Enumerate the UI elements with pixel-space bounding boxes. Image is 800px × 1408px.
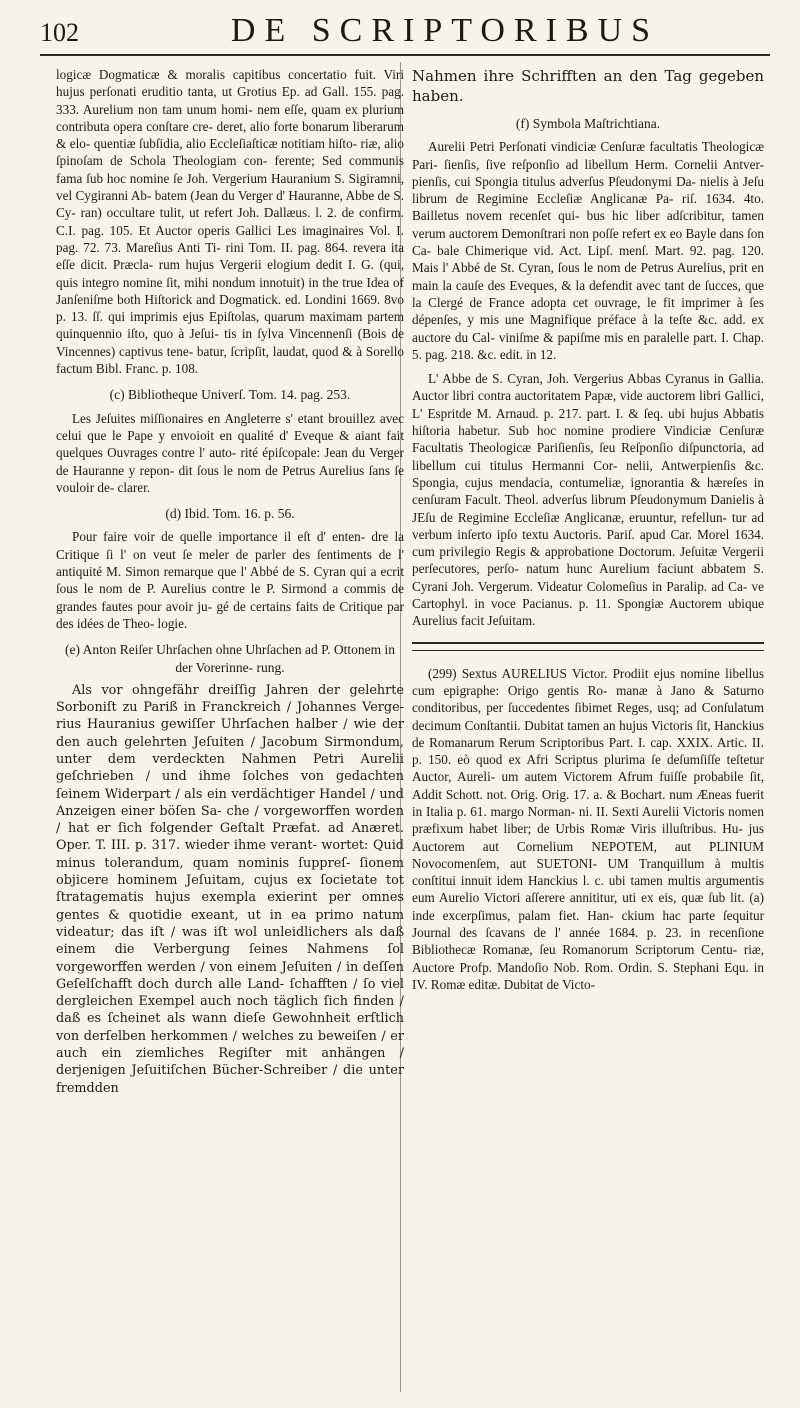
left-column: [56, 66, 404, 1104]
entry-paragraph: (299) Sextus AURELIUS Victor. Prodiit ejus nomine libellus cum epigraphe: Origo gentis Ro- manæ à Jano & Saturno conditoribus, per ſuccedentes ſibimet Reges, usq; ad Conſulatum decimum Conſtantii. Dubitat tamen an hujus Victoris ſit, Hanckius de Romanarum Rerum Scriptoribus Part. I. cap. XXIX. Artic. II. p. 150. eò quod ex Afri Scriptus plurima ſe deſumſiſſe teſtetur Auctor, Aureli- um autem Victorem Afrum fuiſſe probabile ſit, Addit Schott. not. Orig. Orig. 17. a. & Bochart. num Æneas fuerit in Italia p. 61. margo Norman- ni. II. Sexti Aurelii Victoris nomen præfixum habet liber; de Urbis Romæ Viris illuſtribus. Hu- jus Auctorem aut Cornelium NEPOTEM, aut PLINIUM Novocomenſem, aut SUETONI- UM Tranquillum à multis conſtitui innuit idem Hanckius l. c. ubi tamen multis argumentis eum Aurelio Victori aſſerere annititur, uti ex eis, quæ ſub lit. (a) inde excerpſimus, palam fiet. Han- ckium hac parte ſequitur Journal des ſcavans de l' année 1684. p. 23. in recenſione Bibliothecæ Romanæ, ſeu Romanorum Scriptorum Centu- riæ, Auctore Profp. Mandoſio Nob. Rom. Ordin. S. Stephani Equ. in IV. Romæ editæ. Dubitat de Victo-: [412, 665, 764, 992]
page-number: 102: [40, 18, 79, 47]
running-title: DE SCRIPTORIBUS: [230, 12, 660, 49]
footnote-heading: (d) Ibid. Tom. 16. p. 56.: [165, 506, 295, 522]
footnote-heading: (c) Bibliotheque Univerſ. Tom. 14. pag. 253.: [109, 387, 351, 403]
body-paragraph: logicæ Dogmaticæ & moralis capitibus concertatio fuit. Viri hujus perſonati eruditio tanta, ut Grotius Ep. ad Gall. 155. pag. 333. Aurelium non tam unum homi- nem eſſe, quam ex plurium contributa opera conſtare cre- deret, alio forte bonarum liberarum & elo- quentiæ ſubſidia, alio Eccleſiaſticæ notitiam hiſto- riæ, alio ſpinoſam de Schola Theologiam con- ferente; Sed communis fama ſub hoc nomine ſe Joh. Vergerium Hauranium S. Sigiramni, vel Cygiranni Ab- batem (Jean du Verger d' Hauranne, Abbe de S. Cy- ran) occultare tulit, ut refert Joh. Dallæus. l. 2. de confirm. C.I. pag. 105. Et Auctor operis Gallici Les imaginaires Vol. I. pag. 72. 73. Mareſius Anti Ti- rini Tom. II. pag. 864. revera ita eſſe dicit. Præcla- rum hujus Vergerii elogium dedit I. G. (qui, quis integro nomine ſit, mihi nondum innotuit) in the true Idea of Janſeniſme both Hiſtorick and Dogmatick. ed. Londini 1669. 8vo p. 13. ſſ. qui imprimis ejus Epiſtolas, quarum maximam partem quinquennio iſto, quo à Jeſui- tis in ſylva Vincennenſi (Bois de Vincennes) captivus tene- batur, ſcripſit, laudat, quod & à Sorello factum Bibl. Franc. p. 108.: [56, 67, 404, 377]
right-column: [412, 66, 764, 1000]
body-paragraph: Pour faire voir de quelle importance il eſt d' enten- dre la Critique ſi l' on veut ſe meler de parler des ſentiments de l' antiquité M. Simon remarque que l' Abbé de S. Cyran qui a ecrit ſous le nom de P. Aurelius contre le P. Sirmond a commis de grandes fautes pour avoir ju- gé de certains faits de Critique par des idées de Theo- logie.: [56, 529, 404, 631]
body-paragraph: Aurelii Petri Perſonati vindiciæ Cenſuræ facultatis Theologicæ Pari- ſienſis, ſive reſponſio ad libellum Herm. Cornelii Antver- pienſis, cui Spongia titulus adverſus Pſeudonymi Da- nielis à Jeſu librum de Regimine Eccleſiæ Anglicanæ Pa- riſ. 1634. 4to. Bailletus novem recenſet qui- bus hic liber adſcribitur, tamen verum auctorem Demonſtrari non poſſe refert ex eo Bayle dans ſon Ca- bale Chimerique vid. Act. Lipſ. menſ. Mart. 92. pag. 120. Mais l' Abbé de St. Cyran, ſous le nom de Petrus Aurelius, prit en main la cauſe des Eveques, & la defendit avec tant de ſucces, que la Clergé de France adopta cet ouvrage, le fit imprimer à ſes dépenſes, y mis une Magnifique préface à la teſte &c. add. ex auctore du Cal- viniſme & papiſme mis en paralelle part. I. Chap. 5. pag. 218. &c. edit. in 12.: [412, 139, 764, 362]
section-divider: [412, 642, 764, 651]
body-paragraph: Les Jeſuites miſſionaires en Angleterre s' etant brouillez avec celui que le Pape y envoioit en qualité d' Eveque & aiant fait quelques Ouvrages contre l' auto- rité épiſcopale: Jean du Verger de Hauranne y repon- dit ſous le nom de Petrus Aurelius ſans ſe vouloir de- clarer.: [56, 410, 404, 495]
footnote-heading: (f) Symbola Maſtrichtiana.: [515, 116, 661, 131]
body-paragraph: L' Abbe de S. Cyran, Joh. Vergerius Abbas Cyranus in Gallia. Auctor libri contra auctoritatem Papæ, vide auctorem libri Gallici, L' Espritde M. Arnaud. p. 217. part. I. & ſeq. ubi hujus Abbatis hiſtoria habetur. Sub hoc nomine prodiere Vindiciæ Cenſuræ Facultatis Theologicæ Pariſienſis, ſeu Reſponſio diſpunctoria, ad libellum cui titulus Hermanni Cor- nelii, Antwerpienſis &c. Spongia, cujus mendacia, contumeliæ, ignorantia & hæreſes in cenſuram Facult. Theol. adverſus librum Pſeudonymum Danielis à JEſu de Regimine Eccleſiæ Anglicanæ, eruuntur, refellun- tur ad verbum inſerto ipſo textu Auctoris. Pariſ. apud Car. Morel 1634. cum privilegio Regis & approbatione Doctorum. Jeſuitæ Vergerii perſecutores, perſo- natum hunc Aurelium faciunt abbatem S. Cyrani Joh. Vergerum. Videatur Colomeſius in Paralip. ad Ca- ve Cartophyl. in voce Pacianus. p. 11. Spongiæ Auctorem ubique Aurelius facit Jeſuitam.: [412, 371, 764, 629]
fraktur-paragraph: Nahmen ihre Schrifften an den Tag gegeben haben.: [412, 67, 764, 105]
page-header: [40, 10, 770, 56]
footnote-heading: (e) Anton Reiſer Uhrſachen ohne Uhrſachen ad P. Ottonem in der Vorerinne- rung.: [65, 642, 395, 675]
fraktur-paragraph: Als vor ohngefähr dreiſſig Jahren der gelehrte Sorboniſt zu Pariß in Franckreich / Johannes Verge- rius Hauranius gewiſſer Uhrſachen halber / wie der den auch gelehrten Jeſuiten / Jacobum Sirmondum, unter dem verdeckten Nahmen Petri Aurelii geſchrieben / und ihme ſolches von gedachten ſeinem Widerpart / als ein verdächtiger Handel / und Anzeigen einer böſen Sa- che / vorgeworffen worden / hat er ſich folgender Geſtalt Præfat. ad Anæret. Oper. T. III. p. 317. wieder ihme verant- wortet: Quid minus tolerandum, quam nominis ſuppreſ- ſionem objicere hominem Jeſuitam, cujus ex ſocietate tot ſtratagematis hujus exempla exierint per omnes gentes & quotidie exeant, ut in ea primo natum videatur; das iſt / was iſt wol unleidlichers als daß einem die Verbergung ſeines Nahmens ſol vorgeworffen werden / von einem Jeſuiten / in deſſen Geſelſchafft doch durch alle Land- ſchafften / ſo viel dergleichen Exempel auch noch täglich ſich finden / daß es ſcheinet als wann dieſe Gewohnheit erſtlich von derſelben herkommen / welches zu beweiſen / er auch ein ziemliches Regiſter mit anhängen / derjenigen Jeſuitiſchen Bücher-Schreiber / die unter fremdden: [56, 682, 404, 1096]
